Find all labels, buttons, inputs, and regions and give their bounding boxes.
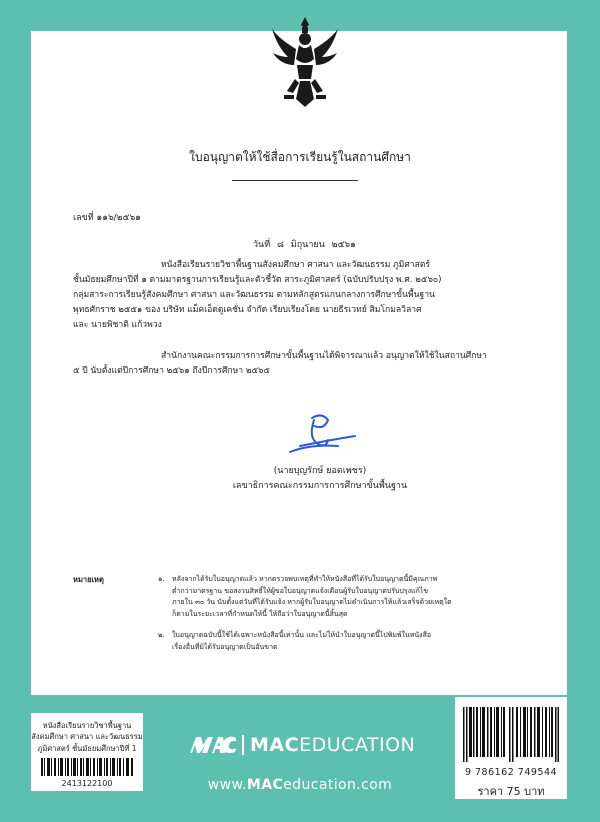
signature-icon xyxy=(270,410,360,460)
note-item xyxy=(158,574,452,620)
isbn-barcode-box xyxy=(455,697,567,799)
paragraph-book-details xyxy=(73,258,442,333)
book-info-line: ภูมิศาสตร์ ชั้นมัธยมศึกษาปีที่ 1 xyxy=(37,744,137,753)
brand-name-rest: EDUCATION xyxy=(299,734,416,756)
website-bold: MAC xyxy=(246,777,284,793)
signer-name: (นายบุญรักษ์ ยอดเพชร) xyxy=(273,466,367,476)
note-line: ใบอนุญาตฉบับนี้ใช้ได้เฉพาะหนังสือนี้เท่านั้น และไม่ให้นำใบอนุญาตนี้ไปพิมพ์ในหนังสือ xyxy=(172,631,432,639)
book-info-line: หนังสือเรียนรายวิชาพื้นฐาน xyxy=(42,721,132,730)
document-date: วันที่ ๘ มิถุนายน ๒๕๖๑ xyxy=(253,240,356,250)
barcode-icon xyxy=(463,707,559,762)
document-number: เลขที่ ๑๑๖/๒๕๖๑ xyxy=(73,213,141,223)
website-suffix: education.com xyxy=(283,777,393,793)
paragraph-line: หนังสือเรียนรายวิชาพื้นฐานสังคมศึกษา ศาสนา และวัฒนธรรม ภูมิศาสตร์ xyxy=(161,260,431,270)
note-item xyxy=(158,630,431,653)
note-number: ๒. xyxy=(158,631,165,639)
paragraph-approval xyxy=(73,349,487,379)
website-prefix: www. xyxy=(207,777,247,793)
paragraph-line: กลุ่มสาระการเรียนรู้สังคมศึกษา ศาสนา และวัฒนธรรม ตามหลักสูตรแกนกลางการศึกษาขั้นพื้นฐาน xyxy=(73,290,435,300)
brand-name xyxy=(250,734,415,756)
paragraph-line: และ นายพิชาติ แก้วพวง xyxy=(73,320,162,330)
price-label: ราคา 75 บาท xyxy=(477,785,545,798)
paragraph-line: ๕ ปี นับตั้งแต่ปีการศึกษา ๒๕๖๑ ถึงปีการศึกษา ๒๕๖๕ xyxy=(73,366,270,376)
brand-logo xyxy=(190,733,415,757)
book-info-line: สังคมศึกษา ศาสนา และวัฒนธรรม xyxy=(31,732,143,741)
paragraph-line: สำนักงานคณะกรรมการการศึกษาขั้นพื้นฐานได้พิจารณาแล้ว อนุญาตให้ใช้ในสถานศึกษา xyxy=(161,351,487,361)
brand-name-bold: MAC xyxy=(250,734,300,756)
title-underline xyxy=(232,180,358,181)
notes-label: หมายเหตุ xyxy=(73,575,104,584)
mac-logo-icon xyxy=(190,733,236,755)
garuda-emblem-icon xyxy=(270,15,340,110)
barcode-icon xyxy=(41,758,133,776)
book-barcode-number: 2413122100 xyxy=(61,779,113,788)
note-number: ๑. xyxy=(158,575,165,583)
document-title: ใบอนุญาตให้ใช้สื่อการเรียนรู้ในสถานศึกษา xyxy=(189,150,411,164)
note-line: หลังจากได้รับใบอนุญาตแล้ว หากตรวจพบเหตุที่ทำให้หนังสือที่ได้รับใบอนุญาตนี้มีคุณภาพ xyxy=(172,575,438,583)
signer-title: เลขาธิการคณะกรรมการการศึกษาขั้นพื้นฐาน xyxy=(232,481,408,491)
note-line: เรื่องอื่นที่มิได้รับอนุญาตเป็นอันขาด xyxy=(172,642,278,651)
note-line: ก็ตามในระยะเวลาที่กำหนดให้นี้ ให้ถือว่าใบอนุญาตนี้สิ้นสุด xyxy=(172,609,348,618)
brand-separator xyxy=(242,735,244,755)
note-line: ภายใน ๓๐ วัน นับตั้งแต่วันที่ได้รับแจ้ง หากผู้รับใบอนุญาตไม่ดำเนินการให้แล้วเสร็จด้วยเหตุใด xyxy=(172,598,452,606)
isbn-number: 9 786162 749544 xyxy=(464,767,558,778)
note-line: ต่ำกว่ามาตรฐาน ขอสงวนสิทธิ์ให้ผู้ขอใบอนุญาตแจ้งเตือนผู้รับใบอนุญาตปรับปรุงแก้ไข xyxy=(172,586,429,595)
paragraph-line: พุทธศักราช ๒๕๕๑ ของ บริษัท แม็คเอ็ดดูเคชั่น จำกัด เรียบเรียงโดย นายธีรเวทย์ สิมโกมลวิลาศ xyxy=(73,305,422,315)
paragraph-line: ชั้นมัธยมศึกษาปีที่ ๑ ตามมาตรฐานการเรียนรู้และตัวชี้วัด สาระภูมิศาสตร์ (ฉบับปรับปรุง พ.ศ. ๒๕๖๐) xyxy=(73,275,442,285)
